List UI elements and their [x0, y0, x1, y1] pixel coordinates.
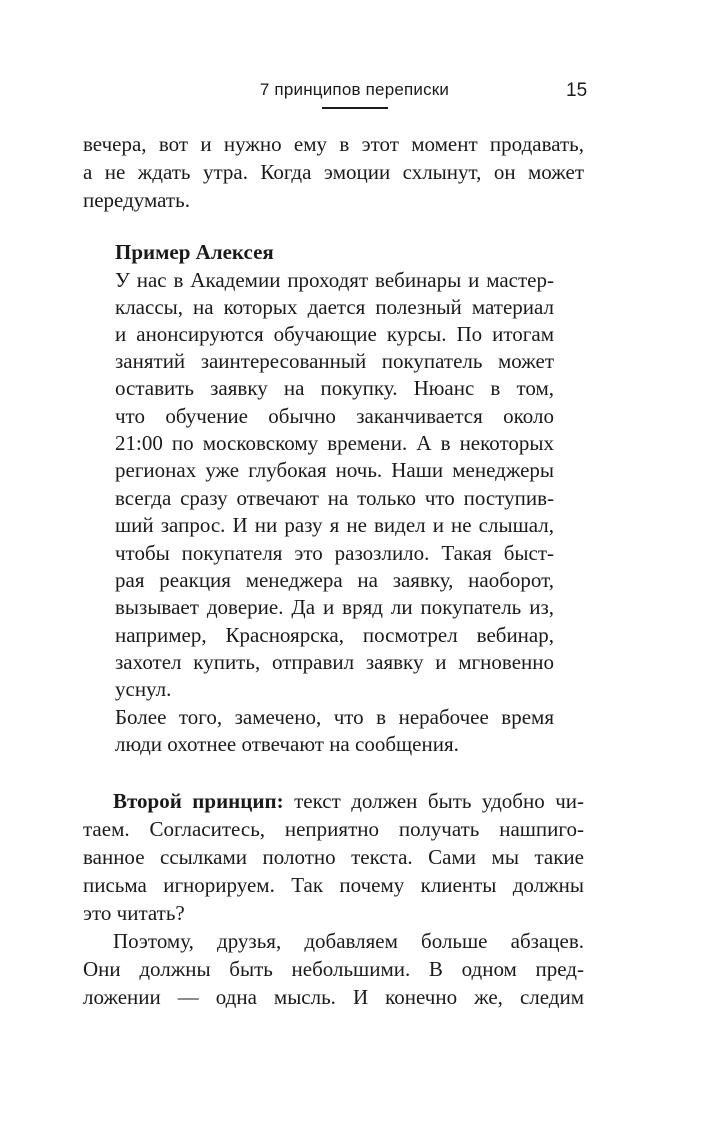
example-line: ший запрос. И ни разу я не видел и не слышал, [115, 513, 554, 537]
running-title: 7 принципов переписки [259, 80, 450, 99]
text-line: ложении — одна мысль. И конечно же, следим [83, 985, 584, 1009]
header-rule [322, 107, 388, 109]
text-line: вечера, вот и нужно ему в этот момент продавать, [83, 132, 584, 156]
example-line: Более того, замечено, что в нерабочее время [115, 705, 554, 729]
example-line: захотел купить, отправил заявку и мгновенно [115, 650, 554, 674]
example-line: занятий заинтересованный покупатель может [115, 349, 554, 373]
example-line: регионах уже глубокая ночь. Наши менеджеры [115, 458, 554, 482]
text-line: Они должны быть небольшими. В одном пред- [83, 957, 584, 981]
text-line: таем. Согласитесь, неприятно получать нашпиго- [83, 817, 584, 841]
text-line: ванное ссылками полотно текста. Сами мы такие [83, 845, 584, 869]
example-line: всегда сразу отвечают на только что поступив- [115, 486, 554, 510]
example-line: например, Красноярска, посмотрел вебинар, [115, 623, 554, 647]
example-line: 21:00 по московскому времени. А в некоторых [115, 431, 554, 455]
principle-label: Второй принцип: [113, 789, 284, 813]
principle-first-line-text: текст должен быть удобно чи- [283, 789, 584, 813]
page-number: 15 [566, 80, 588, 101]
text-line: а не ждать утра. Когда эмоции схлынут, он может [83, 160, 584, 184]
example-line: чтобы покупателя это разозлило. Такая быст- [115, 541, 554, 565]
example-line: люди охотнее отвечают на сообщения. [115, 732, 459, 756]
text-line: письма игнорируем. Так почему клиенты должны [83, 873, 584, 897]
example-line: уснул. [115, 677, 172, 701]
example-line: У нас в Академии проходят вебинары и мастер- [115, 268, 554, 292]
principle-first-line [113, 787, 584, 815]
example-line: оставить заявку на покупку. Нюанс в том, [115, 376, 554, 400]
text-line: Поэтому, друзья, добавляем больше абзацев. [113, 929, 584, 953]
example-line: рая реакция менеджера на заявку, наоборот, [115, 568, 554, 592]
example-title: Пример Алексея [115, 240, 274, 264]
example-line: вызывает доверие. Да и вряд ли покупатель из, [115, 595, 554, 619]
example-line: классы, на которых дается полезный материал [115, 295, 554, 319]
text-line: передумать. [83, 188, 190, 212]
example-line: и анонсируются обучающие курсы. По итогам [115, 322, 554, 346]
text-line: это читать? [83, 901, 185, 925]
example-line: что обучение обычно заканчивается около [115, 404, 554, 428]
